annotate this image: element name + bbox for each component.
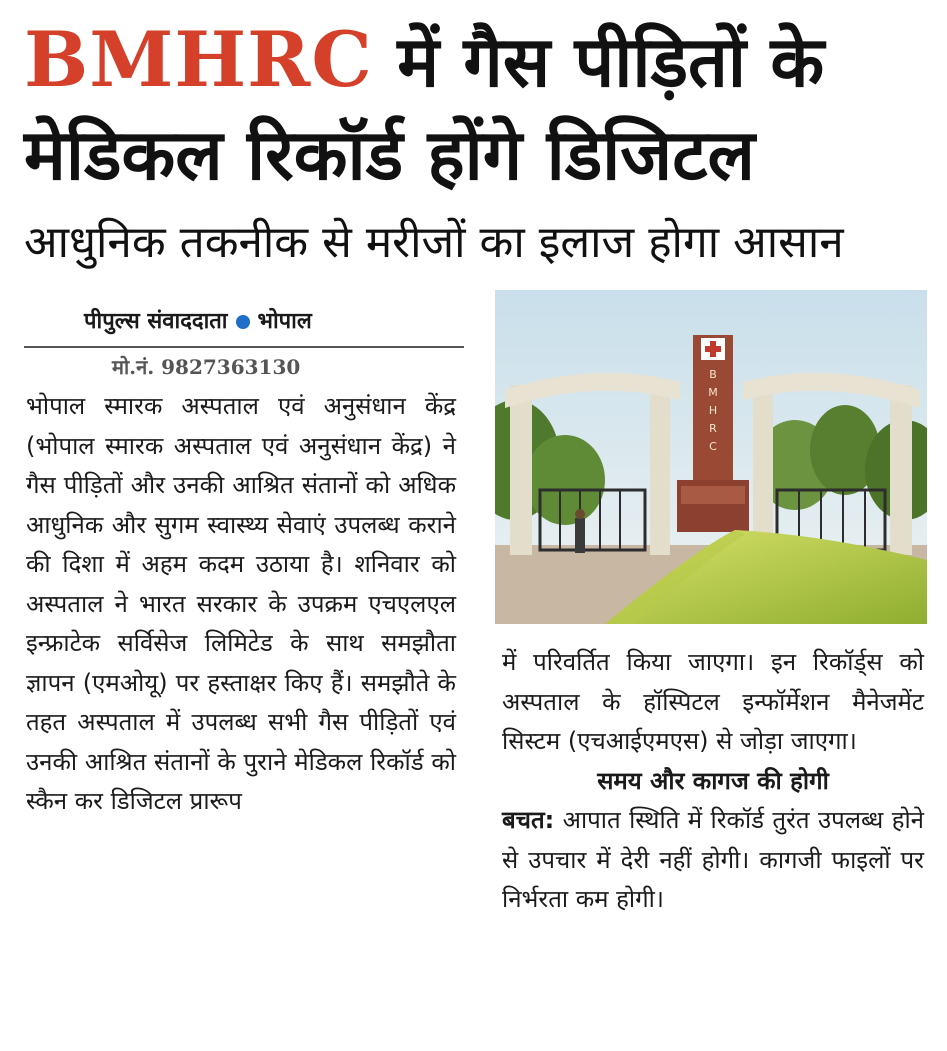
- article-lead-word: बचत:: [502, 806, 555, 834]
- gate-tower-letters: [708, 368, 718, 453]
- hospital-gate-illustration: [495, 290, 927, 624]
- gate-letter: B: [709, 368, 717, 381]
- article-column-left: भोपाल स्मारक अस्पताल एवं अनुसंधान केंद्र (भोपाल स्मारक अस्पताल एवं अनुसंधान केंद्र) ने गैस पीड़ितों और उनकी आश्रित संतानों को अधिक आधुनिक और सुगम स्वास्थ्य सेवाएं उपलब्ध कराने की दिशा में अहम कदम उठाया है। शनिवार को अस्पताल ने भारत सरकार के उपक्रम एचएलएल इन्फ्राटेक सर्विसेज लिमिटेड के साथ समझौता ज्ञापन (एमओयू) पर हस्ताक्षर किए हैं। समझौते के तहत अस्पताल में उपलब्ध सभी गैस पीड़ितों एवं उनकी आश्रित संतानों के पुराने मेडिकल रिकॉर्ड को स्कैन कर डिजिटल प्रारूप: [26, 392, 456, 815]
- byline-phone: मो.नं. 9827363130: [112, 355, 301, 379]
- article-subheading: समय और कागज की होगी: [597, 766, 829, 795]
- headline-line-1: [24, 10, 934, 110]
- gate-letter: M: [708, 386, 718, 399]
- subheadline: आधुनिक तकनीक से मरीजों का इलाज होगा आसान: [24, 217, 844, 268]
- headline-line-1-text: में गैस पीड़ितों के: [397, 21, 825, 103]
- article-right-text: में परिवर्तित किया जाएगा। इन रिकॉर्ड्स को अस्पताल के हॉस्पिटल इन्फॉर्मेशन मैनेजमेंट सिस्टम (एचआईएमएस) से जोड़ा जाएगा।: [502, 648, 924, 755]
- gate-letter: H: [708, 404, 718, 417]
- byline: [84, 304, 424, 340]
- hospital-gate-photo: [495, 290, 927, 624]
- article-final-paragraph: आपात स्थिति में रिकॉर्ड तुरंत उपलब्ध होने से उपचार में देरी नहीं होगी। कागजी फाइलों पर निर्भरता कम होगी।: [502, 806, 924, 913]
- headline-line-2: मेडिकल रिकॉर्ड होंगे डिजिटल: [24, 114, 755, 196]
- byline-reporter: पीपुल्स संवाददाता: [84, 309, 228, 334]
- bullet-dot-icon: [236, 315, 250, 329]
- article-column-right: [502, 643, 924, 1023]
- byline-divider: [24, 346, 464, 348]
- gate-letter: C: [709, 440, 717, 453]
- gate-letter: R: [709, 422, 717, 435]
- headline-brand: BMHRC: [24, 15, 373, 104]
- byline-city: भोपाल: [257, 309, 312, 334]
